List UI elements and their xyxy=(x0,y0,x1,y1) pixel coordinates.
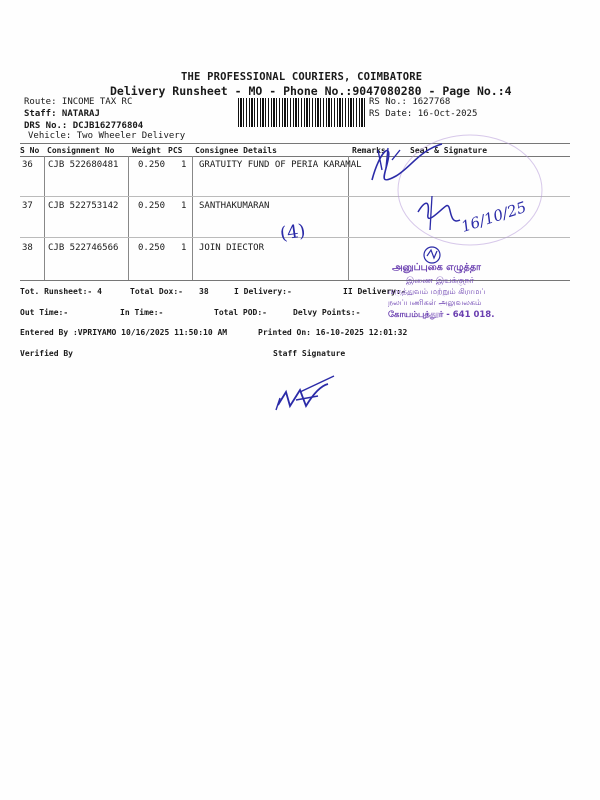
staff-signature-label: Staff Signature xyxy=(273,349,346,358)
row-consignment: CJB 522680481 xyxy=(48,160,119,170)
printed-on: Printed On: 16-10-2025 12:01:32 xyxy=(258,328,408,337)
staff-label: Staff: NATARAJ xyxy=(24,109,100,119)
total-dox-value: 38 xyxy=(199,287,209,296)
row-sno: 37 xyxy=(22,201,33,211)
company-title: THE PROFESSIONAL COURIERS, COIMBATORE xyxy=(181,71,423,83)
stamp-line: அனுப்புகை எழுத்தா xyxy=(392,262,481,273)
tot-runsheet: Tot. Runsheet:- 4 xyxy=(20,287,102,296)
barcode xyxy=(238,98,366,127)
col-pcs: PCS xyxy=(168,146,183,155)
total-pod: Total POD:- xyxy=(214,308,267,317)
row-sno: 38 xyxy=(22,243,33,253)
row-weight: 0.250 xyxy=(138,243,166,253)
column-divider xyxy=(44,156,45,281)
row-weight: 0.250 xyxy=(138,201,166,211)
row-weight: 0.250 xyxy=(138,160,166,170)
stamp-line: இணை இயக்குநர் xyxy=(406,276,475,286)
in-time: In Time:- xyxy=(120,308,164,317)
vehicle-label: Vehicle: Two Wheeler Delivery xyxy=(28,131,186,141)
table-bottom-rule xyxy=(20,280,570,281)
table-header-rule xyxy=(20,156,570,157)
row-sno: 36 xyxy=(22,160,33,170)
row-consignment: CJB 522753142 xyxy=(48,201,119,211)
col-remarks: Remarks xyxy=(352,146,386,155)
row-pcs: 1 xyxy=(181,201,187,211)
column-divider xyxy=(192,156,193,281)
stamp-line: நலப்பணிகள் அலுவலகம் xyxy=(388,298,482,307)
rs-date: RS Date: 16-Oct-2025 xyxy=(369,109,478,119)
row-pcs: 1 xyxy=(181,243,187,253)
total-dox: Total Dox:- xyxy=(130,287,183,296)
verified-by: Verified By xyxy=(20,349,73,358)
col-weight: Weight xyxy=(132,146,161,155)
column-divider xyxy=(348,156,349,281)
runsheet-title: Delivery Runsheet - MO - Phone No.:9047080280 - Page No.:4 xyxy=(110,84,512,98)
entered-by: Entered By :VPRIYAMO 10/16/2025 11:50:10 AM xyxy=(20,328,228,337)
col-details: Consignee Details xyxy=(195,146,277,155)
col-seal: Seal & Signature xyxy=(410,146,488,155)
column-divider xyxy=(128,156,129,281)
delvy-points: Delvy Points:- xyxy=(293,308,361,317)
rs-number: RS No.: 1627768 xyxy=(369,97,451,107)
row-pcs: 1 xyxy=(181,160,187,170)
stamp-line: மருத்துவம் மற்றும் கிராமப் xyxy=(388,287,486,296)
row-divider xyxy=(20,196,570,197)
route-label: Route: INCOME TAX RC xyxy=(24,97,133,107)
table-top-rule xyxy=(20,143,570,144)
i-delivery: I Delivery:- xyxy=(234,287,292,296)
row-consignment: CJB 522746566 xyxy=(48,243,119,253)
stamp-line: கோயம்புத்தூர் - 641 018. xyxy=(388,310,495,320)
col-consignment: Consignment No xyxy=(47,146,115,155)
row-details: SANTHAKUMARAN xyxy=(199,201,270,211)
row-details: GRATUITY FUND OF PERIA KARAMAL xyxy=(199,160,362,170)
handwritten-date: 16/10/25 xyxy=(458,198,529,236)
ii-delivery: II Delivery:- xyxy=(343,287,406,296)
row-details: JOIN DIECTOR xyxy=(199,243,265,253)
handwritten-row-note: (4) xyxy=(278,220,307,245)
out-time: Out Time:- xyxy=(20,308,69,317)
drs-number: DRS No.: DCJB162776804 xyxy=(24,121,144,131)
col-sno: S No xyxy=(20,146,40,155)
